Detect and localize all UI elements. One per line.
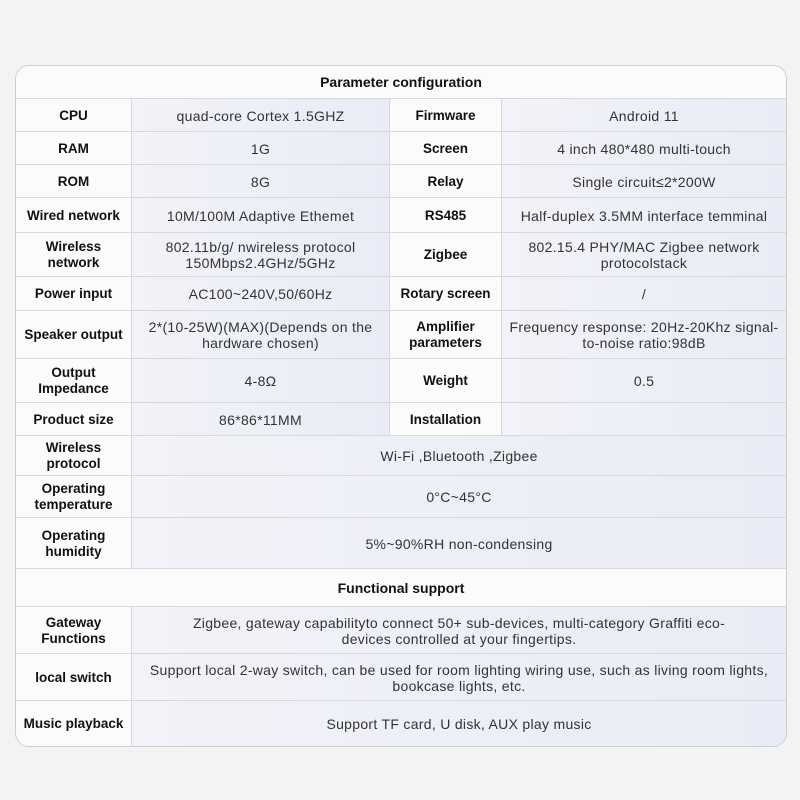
function-value: Support local 2-way switch, can be used for room lighting wiring use, such as living room lights, bookcase lights, etc.: [132, 654, 786, 701]
param-value: quad-core Cortex 1.5GHZ: [132, 99, 389, 132]
column-divider: [389, 98, 390, 435]
param-label: Amplifier parameters: [409, 319, 482, 350]
function-label: Music playback: [23, 716, 124, 731]
column-divider: [501, 98, 502, 435]
param-value: Frequency response: 20Hz-20Khz signal-to-noise ratio:98dB: [502, 311, 786, 359]
param-label: Power input: [34, 286, 113, 301]
param-value: 8G: [132, 165, 389, 198]
param-label: ROM: [57, 173, 90, 189]
param-value: 0.5: [502, 359, 786, 403]
param-label: Wired network: [27, 207, 120, 223]
param-value: 1G: [132, 132, 389, 165]
column-divider: [131, 98, 132, 568]
spec-card: [15, 65, 787, 747]
section-title: Parameter configuration: [16, 66, 786, 98]
param-label: Relay: [427, 173, 464, 189]
param-value: 0°C~45°C: [132, 476, 786, 518]
param-value: [502, 403, 786, 436]
param-value: 86*86*11MM: [132, 403, 389, 436]
param-value: 2*(10-25W)(MAX)(Depends on the hardware chosen): [132, 311, 389, 359]
param-label: Weight: [423, 373, 468, 388]
param-value: 802.15.4 PHY/MAC Zigbee network protocolstack: [502, 233, 786, 277]
param-value: 5%~90%RH non-condensing: [132, 518, 786, 569]
param-label: Wireless network: [45, 239, 102, 270]
column-divider: [131, 606, 132, 746]
param-value: 4 inch 480*480 multi-touch: [502, 132, 786, 165]
param-label: Product size: [33, 411, 114, 427]
param-label: Operating temperature: [34, 481, 113, 512]
param-value: 802.11b/g/ nwireless protocol 150Mbps2.4GHz/5GHz: [132, 233, 389, 277]
section-title: Functional support: [16, 569, 786, 607]
param-value: Half-duplex 3.5MM interface temminal: [502, 198, 786, 233]
function-value: Zigbee, gateway capabilityto connect 50+ sub-devices, multi-category Graffiti eco-devices controlled at your fingertips.: [132, 607, 786, 654]
param-value: /: [502, 277, 786, 311]
param-value: Wi-Fi ,Bluetooth ,Zigbee: [132, 436, 786, 476]
functional-support-header: [16, 568, 786, 607]
param-label: Zigbee: [423, 247, 468, 262]
param-value: Android 11: [502, 99, 786, 132]
param-label: Installation: [409, 411, 482, 427]
param-label: RAM: [58, 140, 89, 156]
param-value: Single circuit≤2*200W: [502, 165, 786, 198]
param-value: 10M/100M Adaptive Ethemet: [132, 198, 389, 233]
function-label: local switch: [35, 669, 112, 685]
param-label: Screen: [422, 140, 469, 156]
param-label: Wireless protocol: [45, 440, 102, 471]
param-value: 4-8Ω: [132, 359, 389, 403]
function-label: Gateway Functions: [41, 614, 106, 646]
param-label: RS485: [424, 207, 467, 223]
param-value: AC100~240V,50/60Hz: [132, 277, 389, 311]
param-label: Operating humidity: [41, 527, 106, 559]
param-label: Output Impedance: [38, 365, 109, 396]
param-label: CPU: [59, 107, 88, 123]
parameter-configuration-header: [16, 66, 786, 98]
param-label: Speaker output: [24, 327, 123, 342]
param-label: Rotary screen: [400, 286, 491, 301]
param-label: Firmware: [415, 107, 476, 123]
function-value: Support TF card, U disk, AUX play music: [132, 701, 786, 747]
